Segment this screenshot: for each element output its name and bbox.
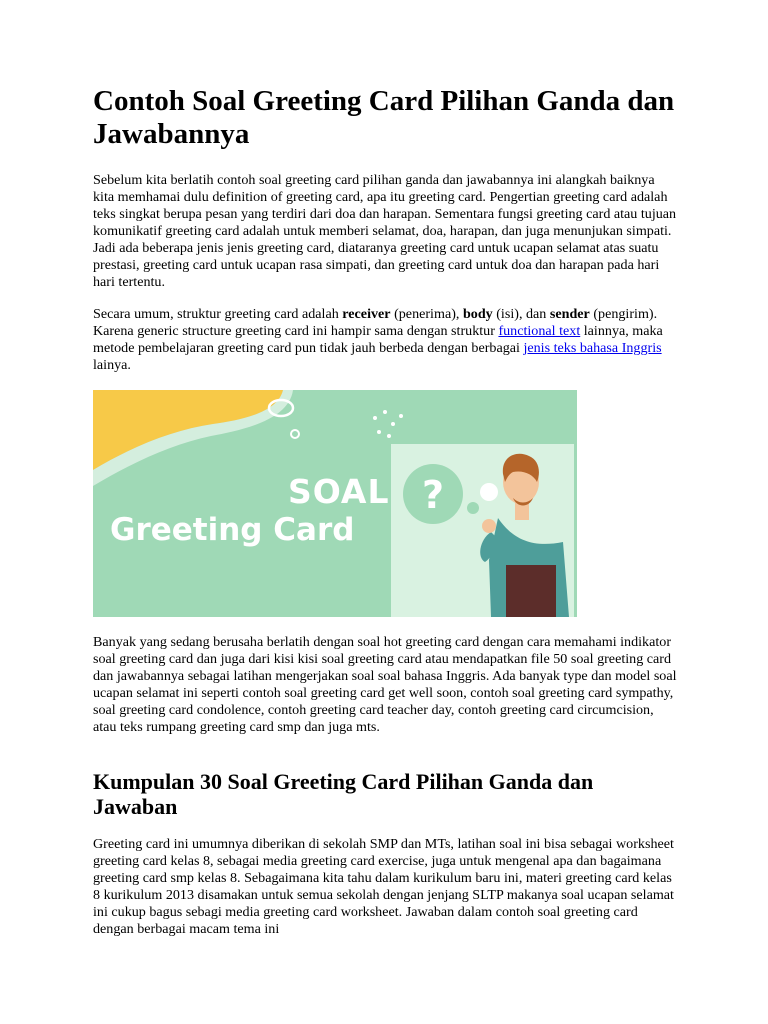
banner-title-line2: Greeting Card: [110, 512, 355, 548]
question-mark-icon: ?: [421, 473, 445, 517]
section-paragraph: Greeting card ini umumnya diberikan di sekolah SMP dan MTs, latihan soal ini bisa sebagai worksheet greeting card kelas 8, sebagai media greeting card exercise, juga untuk mengenal apa dan bagaimana greeting card smp kelas 8. Sebagaimana kita tahu dalam kurikulum baru ini, materi greeting card kelas 8 kurikulum 2013 disamakan untuk semua sekolah dengan jenjang SLTP makanya soal ucapan selamat ini cukup bagus sebagi media greeting card worksheet. Jawaban dalam contoh soal greeting card dengan berbagai macam tema ini: [93, 836, 674, 937]
structure-text-5: lainnya, maka metode pembelajaran greeting card pun tidak jauh berbeda dengan berbagai: [93, 323, 663, 356]
structure-text-3: (isi), dan: [492, 306, 550, 322]
bubble-dot-large-shape: [467, 502, 479, 514]
page-title: Contoh Soal Greeting Card Pilihan Ganda dan Jawabannya: [93, 85, 675, 150]
sender-term: sender: [549, 306, 590, 322]
small-circle-shape: [291, 430, 299, 438]
body-term: body: [462, 306, 493, 322]
functional-text-link[interactable]: functional text: [498, 323, 581, 339]
structure-text-2: (penerima),: [390, 306, 463, 322]
bubble-dot-white-shape: [480, 483, 498, 501]
body-paragraph: Banyak yang sedang berusaha berlatih dengan soal hot greeting card dengan cara memahami indikator soal greeting card dan juga dari kisi kisi soal greeting card atau mendapatkan file 50 soal greeting card dan jawabannya sebagai latihan mengerjakan soal soal bahasa Inggris. Ada banyak type dan model soal ucapan selamat ini seperti contoh soal greeting card get well soon, contoh soal greeting card sympathy, soal greeting card condolence, contoh greeting card teacher day, contoh greeting card circumcision, atau teks rumpang greeting card smp dan juga mts.: [93, 634, 677, 735]
sparkle-dots-shape: [373, 410, 403, 438]
structure-paragraph: [93, 306, 677, 374]
structure-text-1: Secara umum, struktur greeting card adalah: [93, 306, 343, 322]
section-heading: Kumpulan 30 Soal Greeting Card Pilihan Ganda dan Jawaban: [93, 769, 594, 819]
receiver-term: receiver: [342, 306, 391, 322]
jenis-teks-link[interactable]: jenis teks bahasa Inggris: [523, 340, 662, 356]
banner-title-line1: SOAL: [288, 472, 390, 511]
intro-paragraph: Sebelum kita berlatih contoh soal greeting card pilihan ganda dan jawabannya ini alangkah baiknya kita memhamai dulu definition of greeting card, apa itu greeting card. Pengertian greeting card adalah teks singkat berupa pesan yang terdiri dari doa dan harapan. Sementara fungsi greeting card atau tujuan komunikatif greeting card adalah untuk memberi selamat, doa, harapan, dan juga menunjukan simpati. Jadi ada beberapa jenis jenis greeting card, diataranya greeting card untuk ucapan selamat atas suatu prestasi, greeting card untuk ucapan rasa simpati, dan greeting card untuk doa dan harapan pada hari hari tertentu.: [93, 172, 677, 290]
structure-text-4: (pengirim). Karena generic structure greeting card ini hampir sama dengan struktur: [93, 306, 658, 339]
structure-text-6: lainya.: [93, 357, 131, 373]
